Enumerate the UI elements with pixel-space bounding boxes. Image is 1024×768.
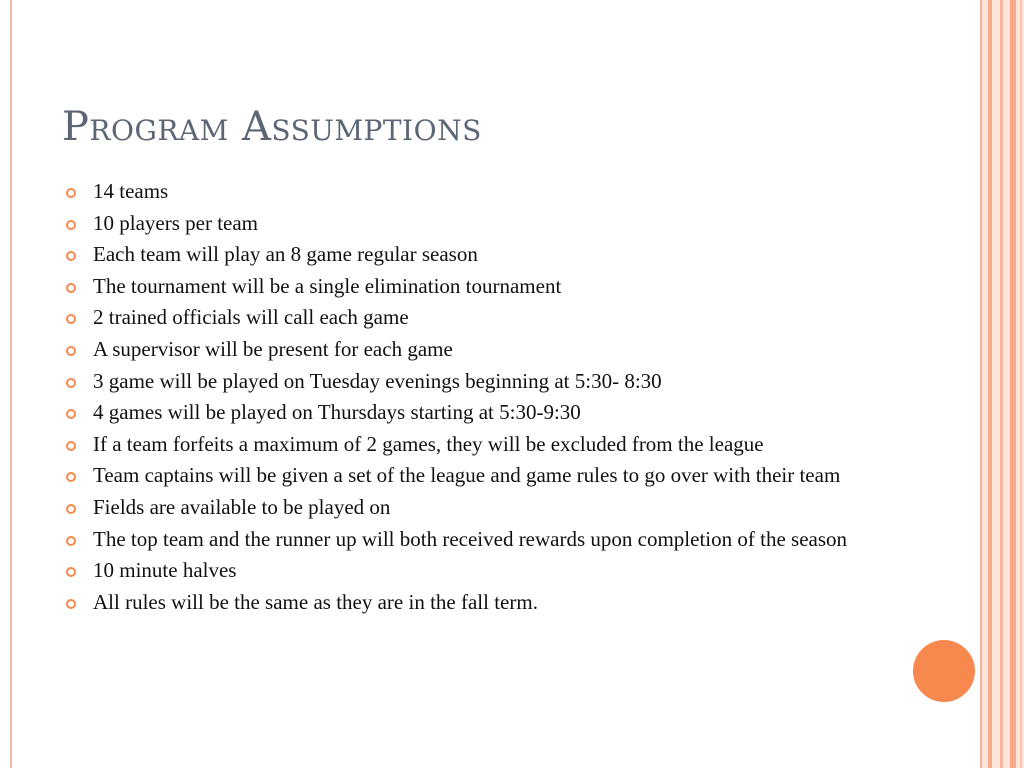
circle-bullet-icon [66, 409, 76, 419]
right-stripe [1000, 0, 1003, 768]
bullet-item [66, 401, 866, 424]
right-stripe [980, 0, 982, 768]
bullet-item [66, 338, 866, 361]
bullet-text: Each team will play an 8 game regular season [93, 242, 478, 267]
circle-bullet-icon [66, 378, 76, 388]
bullet-text: The top team and the runner up will both received rewards upon completion of the season [93, 526, 848, 551]
bullet-item [66, 180, 866, 203]
circle-bullet-icon [66, 314, 76, 324]
bullet-text: 2 trained officials will call each game [93, 305, 409, 330]
right-stripe [988, 0, 992, 768]
circle-bullet-icon [66, 599, 76, 609]
bullet-item [66, 464, 866, 487]
circle-bullet-icon [66, 567, 76, 577]
bullet-text: 4 games will be played on Thursdays starting at 5:30-9:30 [93, 400, 581, 425]
bullet-item [66, 275, 866, 298]
circle-bullet-icon [66, 251, 76, 261]
bullet-text: A supervisor will be present for each game [93, 336, 453, 361]
circle-bullet-icon [66, 504, 76, 514]
circle-bullet-icon [66, 536, 76, 546]
bullet-text: All rules will be the same as they are in the fall term. [93, 589, 538, 614]
bullet-text: Team captains will be given a set of the league and game rules to go over with their team [93, 463, 841, 488]
circle-bullet-icon [66, 188, 76, 198]
bullet-text: If a team forfeits a maximum of 2 games, they will be excluded from the league [93, 431, 764, 456]
bullet-item [66, 528, 866, 551]
bullet-item [66, 243, 866, 266]
right-stripe [1010, 0, 1016, 768]
bullet-text: 3 game will be played on Tuesday evenings beginning at 5:30- 8:30 [93, 368, 662, 393]
bullet-item [66, 591, 866, 614]
bullet-text: 10 players per team [93, 210, 259, 235]
bullet-item [66, 559, 866, 582]
circle-bullet-icon [66, 472, 76, 482]
bullet-text: 10 minute halves [93, 558, 237, 583]
bullet-item [66, 433, 866, 456]
bullet-text: Fields are available to be played on [93, 494, 391, 519]
bullet-text: The tournament will be a single elimination tournament [93, 273, 562, 298]
decorative-orange-circle [913, 640, 975, 702]
slide-title: Program Assumptions [62, 104, 482, 150]
bullet-item [66, 212, 866, 235]
circle-bullet-icon [66, 346, 76, 356]
circle-bullet-icon [66, 441, 76, 451]
right-stripe [1020, 0, 1022, 768]
circle-bullet-icon [66, 220, 76, 230]
bullet-item [66, 306, 866, 329]
bullet-item [66, 496, 866, 519]
bullet-list [66, 180, 866, 622]
bullet-text: 14 teams [93, 179, 169, 203]
circle-bullet-icon [66, 283, 76, 293]
left-border-line [10, 0, 12, 768]
bullet-item [66, 370, 866, 393]
